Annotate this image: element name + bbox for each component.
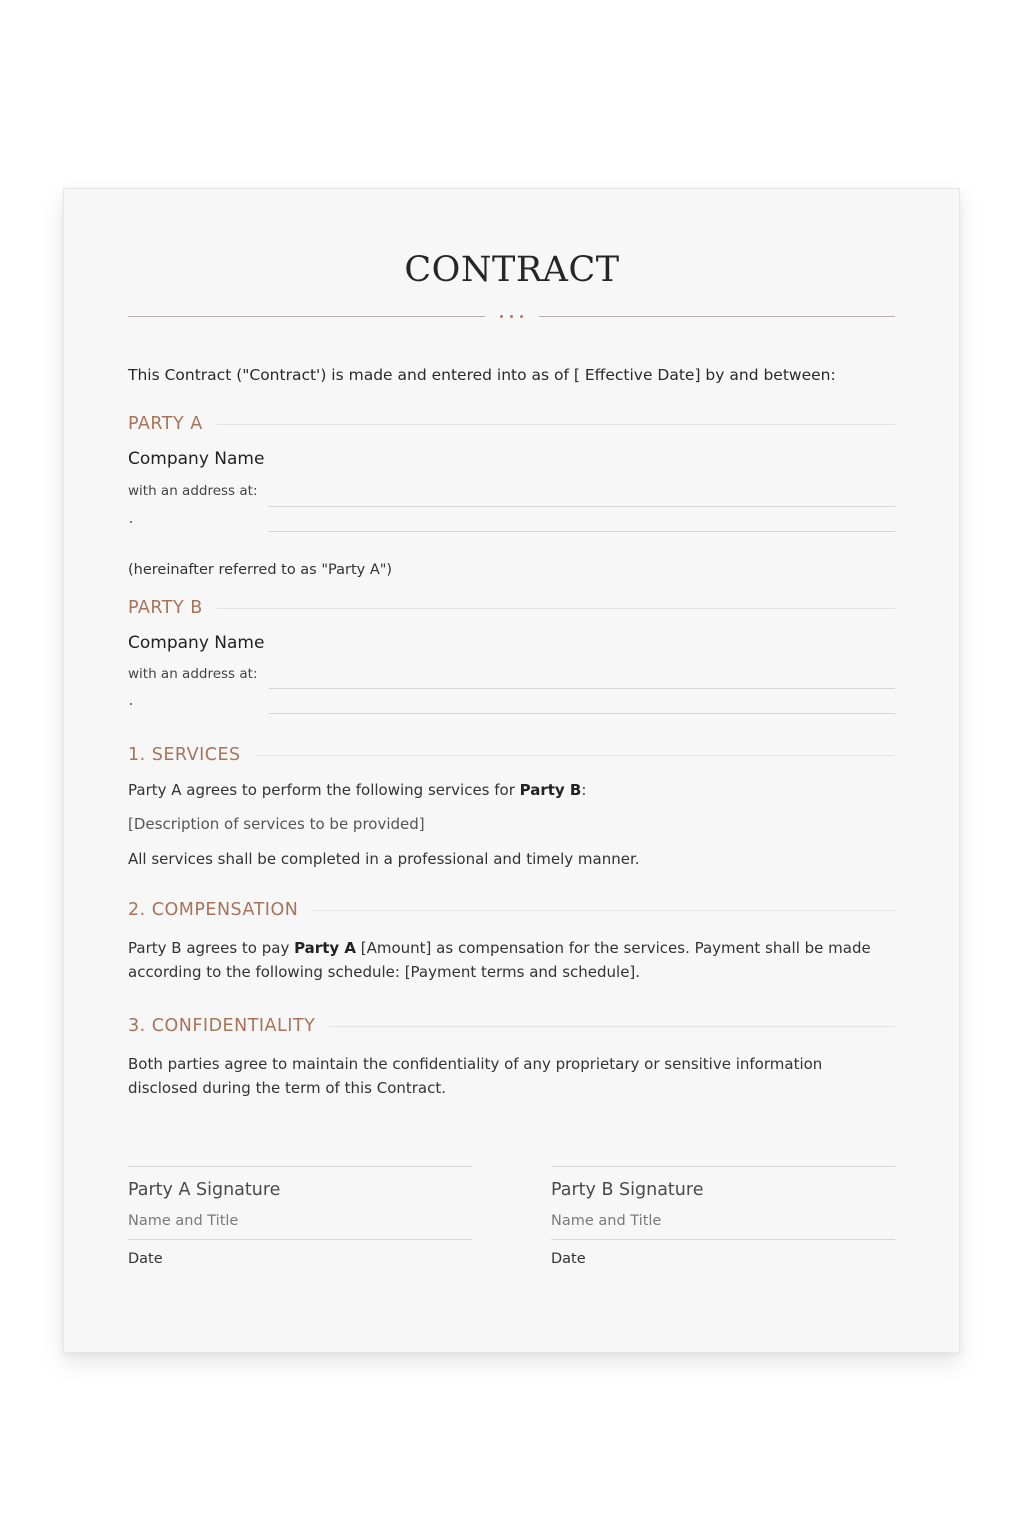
ornament-dots-icon [485,315,539,318]
party-a-address-line-2[interactable] [269,531,895,532]
party-b-address-label: with an address at: [128,666,258,682]
intro-paragraph: This Contract ("Contract') is made and entered into as of [ Effective Date] by and between: [128,366,836,384]
party-b-address-line-1[interactable] [269,688,895,689]
title-divider [128,315,895,317]
confidentiality-paragraph: Both parties agree to maintain the confidentiality of any proprietary or sensitive information disclosed during the term of this Contract. [128,1055,823,1097]
signature-line[interactable] [551,1166,895,1167]
divider-line-right [539,316,896,317]
name-and-title-field[interactable]: Name and Title [551,1213,662,1229]
signature-title: Party A Signature [128,1180,281,1200]
services-line-1: Party A agrees to perform the following services for Party B: [128,781,587,799]
party-a-referred-as: (hereinafter referred to as "Party A") [128,562,393,578]
date-field[interactable]: Date [551,1251,586,1267]
party-a-heading: PARTY A [128,414,895,434]
bullet-dot [130,703,132,705]
party-a-signature-block [128,1166,472,1267]
party-b-signature-block [551,1166,895,1267]
name-title-line [551,1239,895,1240]
bullet-dot [130,521,132,523]
compensation-paragraph: Party B agrees to pay Party A [Amount] as compensation for the services. Payment shall be made according to the following schedule: [Payment terms and schedule]. [128,939,871,981]
party-b-company-name[interactable]: Company Name [128,633,265,653]
party-a-address-line-1[interactable] [269,506,895,507]
signature-line[interactable] [128,1166,472,1167]
services-heading: 1. SERVICES [128,745,895,765]
services-description-placeholder[interactable]: [Description of services to be provided] [128,815,425,833]
party-b-address-line-2[interactable] [269,713,895,714]
name-title-line [128,1239,472,1240]
services-line-3: All services shall be completed in a professional and timely manner. [128,850,640,868]
divider-line-left [128,316,485,317]
party-b-heading: PARTY B [128,598,895,618]
compensation-heading: 2. COMPENSATION [128,900,895,920]
confidentiality-heading: 3. CONFIDENTIALITY [128,1016,895,1036]
document-title: CONTRACT [404,250,620,290]
signature-title: Party B Signature [551,1180,704,1200]
party-a-company-name[interactable]: Company Name [128,449,265,469]
name-and-title-field[interactable]: Name and Title [128,1213,239,1229]
date-field[interactable]: Date [128,1251,163,1267]
party-a-address-label: with an address at: [128,483,258,499]
